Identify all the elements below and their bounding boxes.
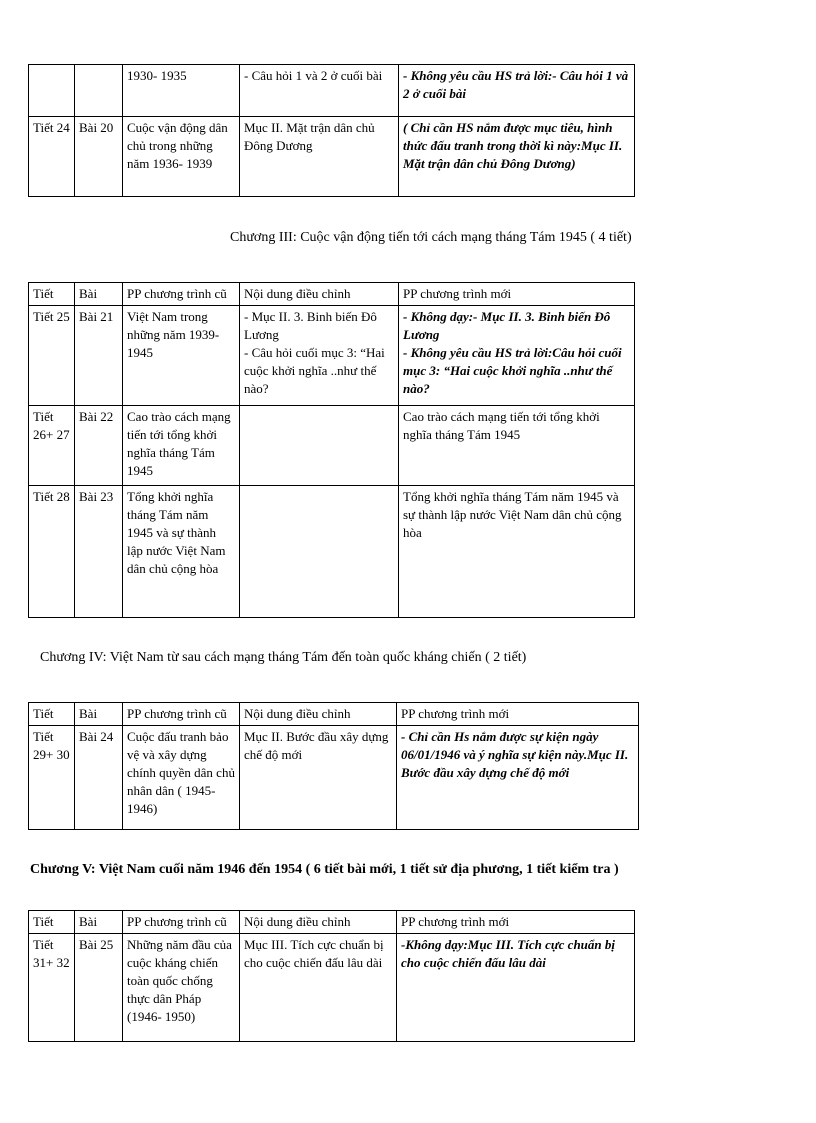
cell-bai: Bài 20 (75, 117, 123, 197)
cell-new-program: Tổng khởi nghĩa tháng Tám năm 1945 và sự thành lập nước Việt Nam dân chủ cộng hòa (399, 486, 635, 618)
cell-new-program: -Không dạy:Mục III. Tích cực chuẩn bị cho cuộc chiến đấu lâu dài (397, 934, 635, 1042)
table-row (29, 934, 635, 1042)
header-adjustment: Nội dung điều chỉnh (240, 703, 397, 726)
table-chapter-3 (28, 282, 635, 618)
table-row (29, 117, 635, 197)
table-row (29, 726, 639, 830)
cell-adjustment (240, 306, 399, 406)
cell-old-program: Những năm đầu của cuộc kháng chiến toàn quốc chống thực dân Pháp (1946- 1950) (123, 934, 240, 1042)
table-header-row (29, 703, 639, 726)
cell-old-program: Cuộc vận động dân chủ trong những năm 1936- 1939 (123, 117, 240, 197)
cell-tiet: Tiết 31+ 32 (29, 934, 75, 1042)
cell-tiet: Tiết 24 (29, 117, 75, 197)
cell-bai: Bài 24 (75, 726, 123, 830)
cell-bai: Bài 25 (75, 934, 123, 1042)
cell-old-program: Cuộc đấu tranh bảo vệ và xây dựng chính quyền dân chủ nhân dân ( 1945-1946) (123, 726, 240, 830)
header-new-program: PP chương trình mới (397, 911, 635, 934)
new-program-line: - Không dạy:- Mục II. 3. Binh biến Đô Lương (403, 309, 611, 342)
table-header-row (29, 283, 635, 306)
table-row (29, 65, 635, 117)
header-new-program: PP chương trình mới (399, 283, 635, 306)
chapter-5-heading: Chương V: Việt Nam cuối năm 1946 đến 1954 ( 6 tiết bài mới, 1 tiết sử địa phương, 1 tiết kiểm tra ) (30, 862, 619, 877)
cell-new-program (399, 306, 635, 406)
header-bai: Bài (75, 911, 123, 934)
cell-new-program: - Chỉ cần Hs nắm được sự kiện ngày 06/01/1946 và ý nghĩa sự kiện này.Mục II. Bước đầu xây dựng chế độ mới (397, 726, 639, 830)
header-old-program: PP chương trình cũ (123, 283, 240, 306)
header-adjustment: Nội dung điều chỉnh (240, 283, 399, 306)
cell-tiet: Tiết 26+ 27 (29, 406, 75, 486)
header-new-program: PP chương trình mới (397, 703, 639, 726)
cell-old-program: 1930- 1935 (123, 65, 240, 117)
table-row (29, 406, 635, 486)
adjustment-line: - Mục II. 3. Binh biến Đô Lương (244, 309, 377, 342)
cell-new-program: - Không yêu cầu HS trả lời:- Câu hỏi 1 và 2 ở cuối bài (399, 65, 635, 117)
cell-tiet: Tiết 25 (29, 306, 75, 406)
header-adjustment: Nội dung điều chỉnh (240, 911, 397, 934)
cell-new-program: Cao trào cách mạng tiến tới tổng khởi nghĩa tháng Tám 1945 (399, 406, 635, 486)
cell-old-program: Việt Nam trong những năm 1939- 1945 (123, 306, 240, 406)
cell-bai: Bài 22 (75, 406, 123, 486)
table-chapter-4 (28, 702, 639, 830)
cell-adjustment: - Câu hỏi 1 và 2 ở cuối bài (240, 65, 399, 117)
header-tiet: Tiết (29, 283, 75, 306)
table-header-row (29, 911, 635, 934)
cell-bai (75, 65, 123, 117)
cell-adjustment (240, 486, 399, 618)
cell-new-program: ( Chỉ cần HS nắm được mục tiêu, hình thức đấu tranh trong thời kì này:Mục II. Mặt trận dân chủ Đông Dương) (399, 117, 635, 197)
new-program-line: - Không yêu cầu HS trả lời:Câu hỏi cuối mục 3: “Hai cuộc khởi nghĩa ..như thế nào? (403, 345, 622, 396)
cell-adjustment: Mục III. Tích cực chuẩn bị cho cuộc chiến đấu lâu dài (240, 934, 397, 1042)
cell-tiet (29, 65, 75, 117)
chapter-3-heading: Chương III: Cuộc vận động tiến tới cách mạng tháng Tám 1945 ( 4 tiết) (230, 230, 632, 245)
table-chapter-5 (28, 910, 635, 1042)
cell-bai: Bài 23 (75, 486, 123, 618)
cell-tiet: Tiết 29+ 30 (29, 726, 75, 830)
table-row (29, 306, 635, 406)
header-old-program: PP chương trình cũ (123, 703, 240, 726)
header-tiet: Tiết (29, 703, 75, 726)
header-bai: Bài (75, 703, 123, 726)
cell-adjustment: Mục II. Bước đầu xây dựng chế độ mới (240, 726, 397, 830)
adjustment-line: - Câu hỏi cuối mục 3: “Hai cuộc khởi nghĩa ..như thế nào? (244, 345, 385, 396)
cell-tiet: Tiết 28 (29, 486, 75, 618)
cell-adjustment: Mục II. Mặt trận dân chủ Đông Dương (240, 117, 399, 197)
table-continued (28, 64, 635, 197)
cell-old-program: Cao trào cách mạng tiến tới tổng khởi nghĩa tháng Tám 1945 (123, 406, 240, 486)
header-tiet: Tiết (29, 911, 75, 934)
header-bai: Bài (75, 283, 123, 306)
chapter-4-heading: Chương IV: Việt Nam từ sau cách mạng tháng Tám đến toàn quốc kháng chiến ( 2 tiết) (40, 650, 527, 665)
table-row (29, 486, 635, 618)
cell-old-program: Tổng khởi nghĩa tháng Tám năm 1945 và sự thành lập nước Việt Nam dân chủ cộng hòa (123, 486, 240, 618)
cell-bai: Bài 21 (75, 306, 123, 406)
cell-adjustment (240, 406, 399, 486)
header-old-program: PP chương trình cũ (123, 911, 240, 934)
